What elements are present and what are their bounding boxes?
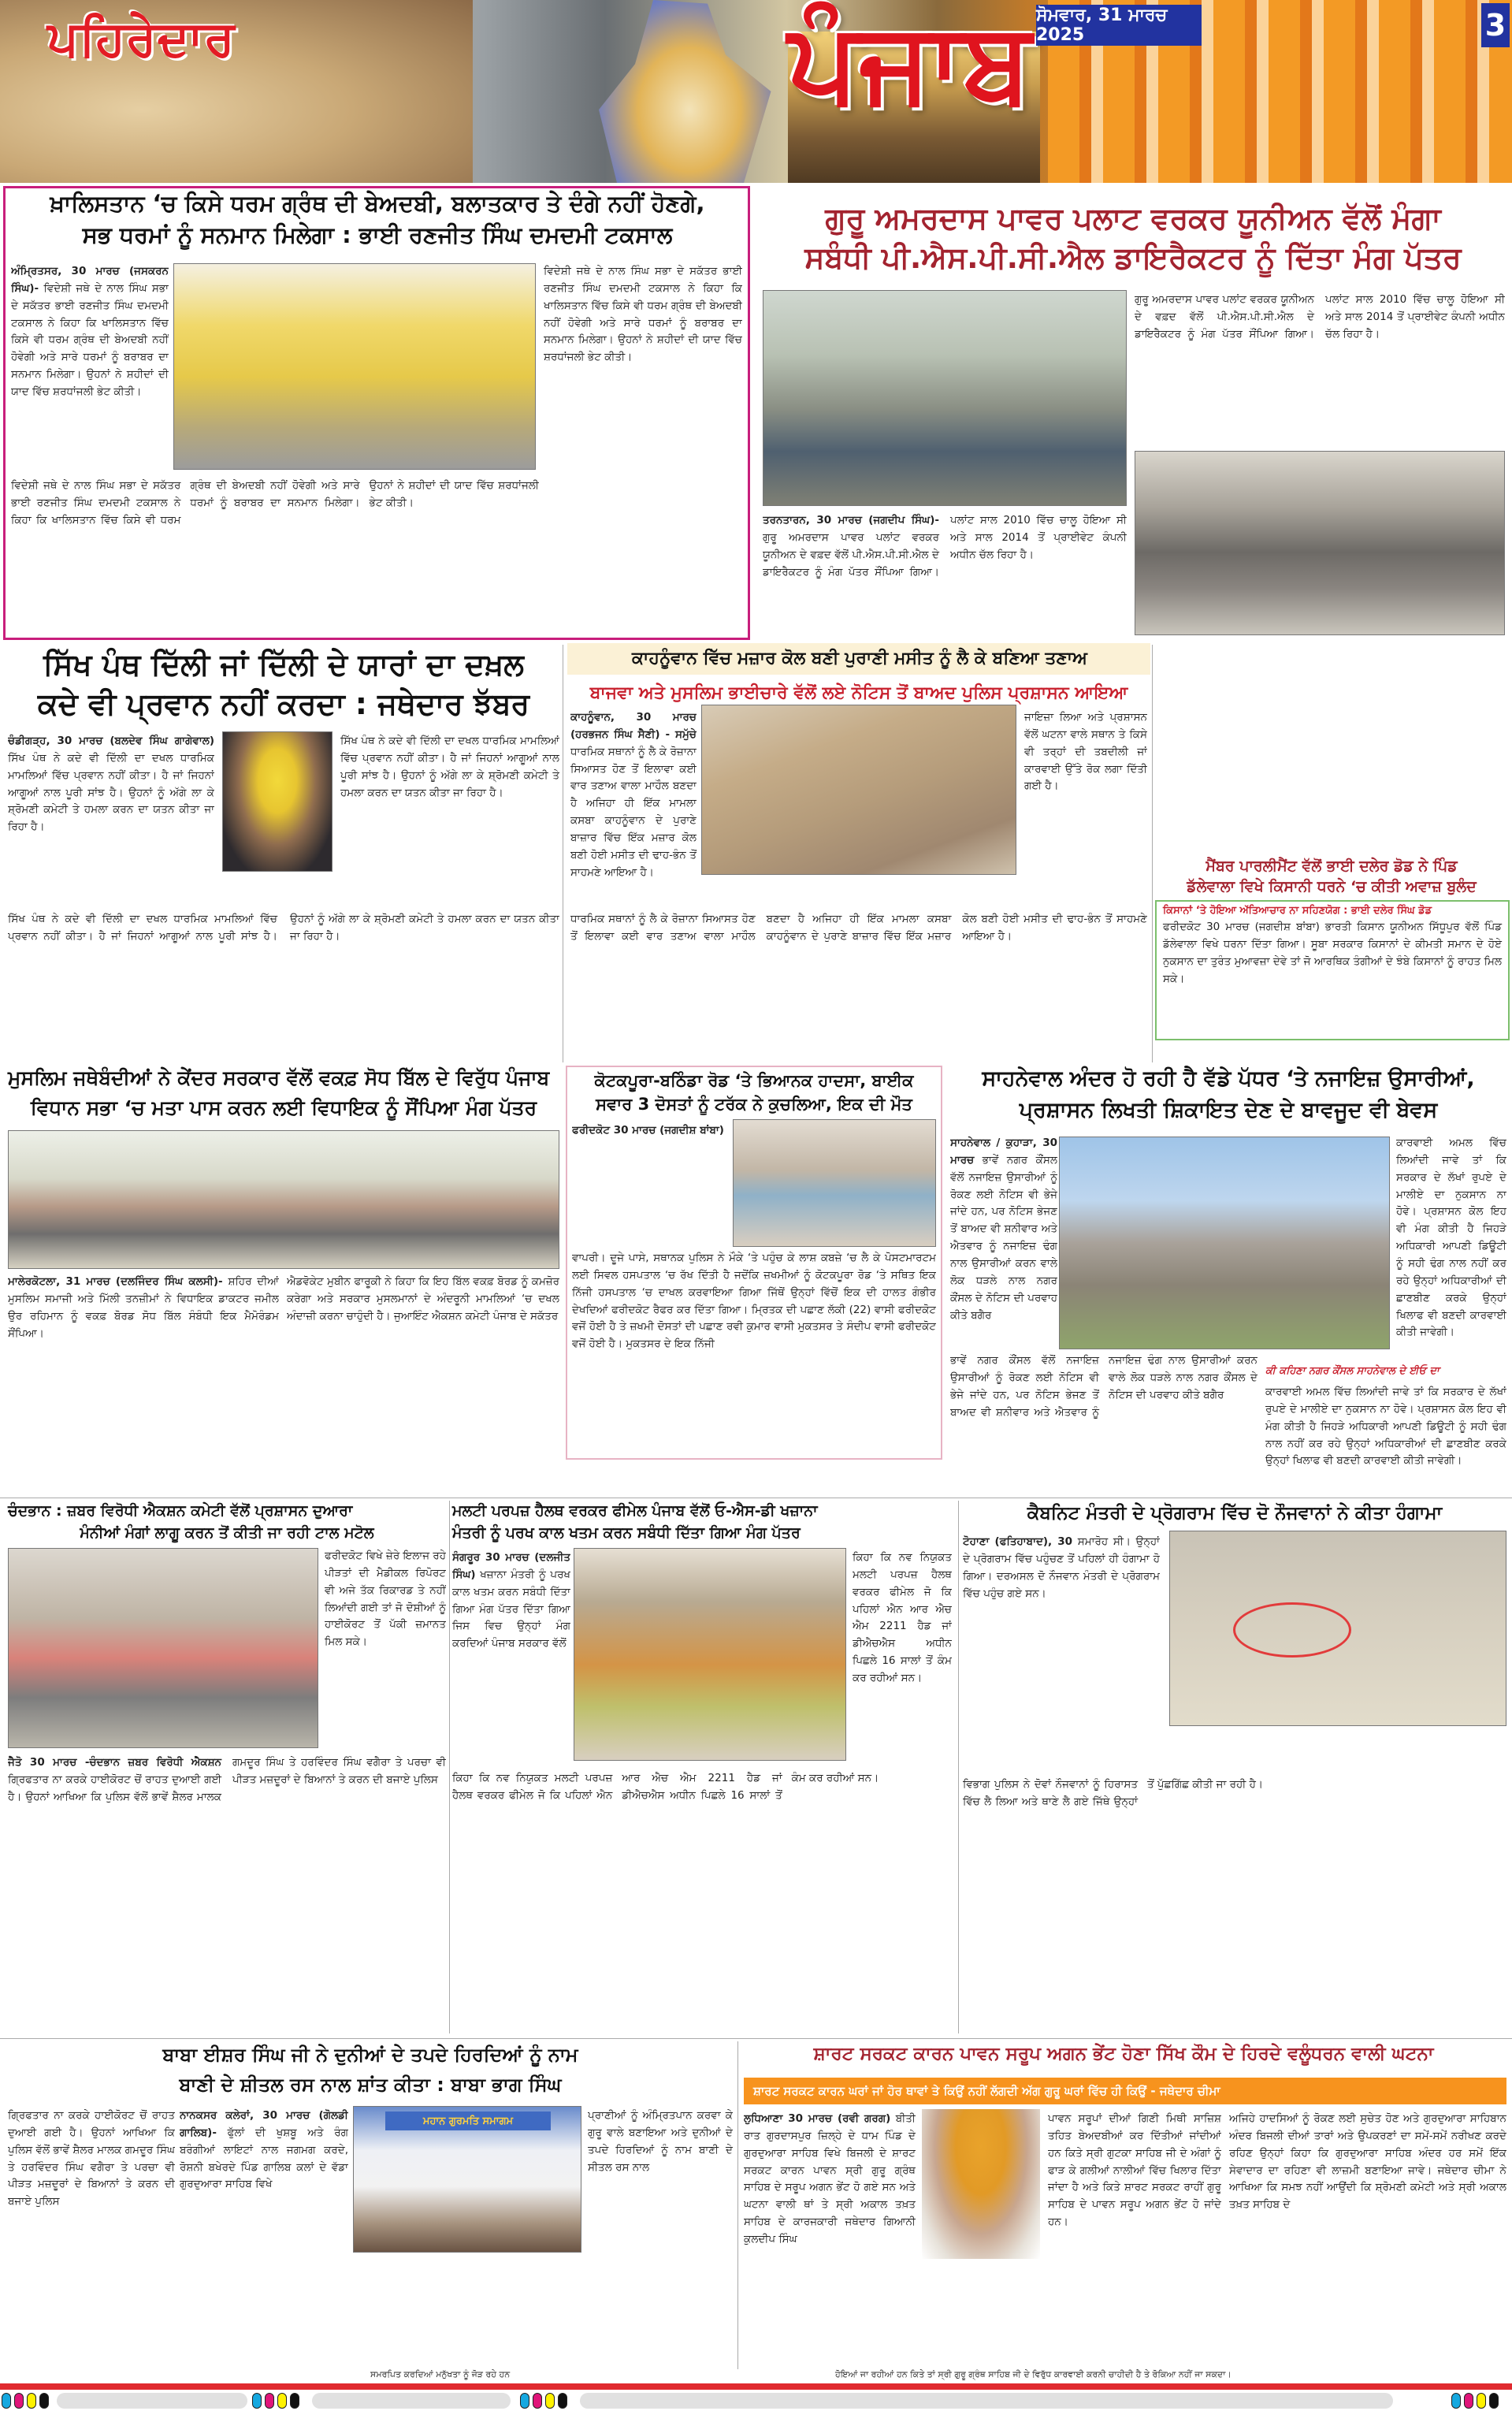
headline-chandbhan: ਚੰਦਭਾਨ : ਜ਼ਬਰ ਵਿਰੋਧੀ ਐਕਸ਼ਨ ਕਮੇਟੀ ਵੱਲੋਂ ਪ੍ਰਸ਼ਾਸਨ ਦੁਆਰਾ <box>8 1502 353 1520</box>
photo-masjid-rubble <box>701 705 1016 875</box>
footer-snippet-left: ਸਮਰਪਿਤ ਕਰਦਿਆਂ ਮਨੁੱਖਤਾ ਨੂੰ ਜੋੜ ਰਹੇ ਹਨ <box>370 2369 511 2379</box>
article-body <box>963 1534 1160 1770</box>
article-body-lower <box>763 512 1127 638</box>
dateline: ਸਾਹਨੇਵਾਲ / ਕੁਹਾੜਾ, 30 ਮਾਰਚ <box>950 1137 1057 1166</box>
article-body-lower: ਭਾਵੇਂ ਨਗਰ ਕੌਂਸਲ ਵੱਲੋਂ ਨਜਾਇਜ਼ ਉਸਾਰੀਆਂ ਨੂੰ ਰੋਕਣ ਲਈ ਨੋਟਿਸ ਵੀ ਭੇਜੇ ਜਾਂਦੇ ਹਨ, ਪਰ ਨੋਟਿਸ ਭੇਜਣ ਤੋਂ ਬਾਅਦ ਵੀ ਸ਼ਨੀਵਾਰ ਅਤੇ ਐਤਵਾਰ ਨੂੰ ਨਜਾਇਜ਼ ਢੰਗ ਨਾਲ ਉਸਾਰੀਆਂ ਕਰਨ ਵਾਲੇ ਲੋਕ ਧੜਲੇ ਨਾਲ ਨਗਰ ਕੌਂਸਲ ਦੇ ਨੋਟਿਸ ਦੀ ਪਰਵਾਹ ਕੀਤੇ ਬਗੈਰ <box>950 1354 1258 1419</box>
headline-power-plant-2: ਸਬੰਧੀ ਪੀ.ਐਸ.ਪੀ.ਸੀ.ਐਲ ਡਾਇਰੈਕਟਰ ਨੂੰ ਦਿੱਤਾ ਮੰਗ ਪੱਤਰ <box>804 240 1462 275</box>
registration-marks <box>252 2393 299 2409</box>
dateline: ਜੈਤੋ 30 ਮਾਰਚ -ਚੰਦਭਾਨ ਜ਼ਬਰ ਵਿਰੋਧੀ ਐਕਸ਼ਨ <box>8 1756 221 1769</box>
headline-short-circuit: ਸ਼ਾਰਟ ਸਰਕਟ ਕਾਰਨ ਪਾਵਨ ਸਰੂਪ ਅਗਨ ਭੇਂਟ ਹੋਣਾ ਸਿੱਖ ਕੌਮ ਦੇ ਹਿਰਦੇ ਵਲੂੰਧਰਨ ਵਾਲੀ ਘਟਨਾ <box>813 2044 1434 2064</box>
section-rule <box>0 2038 1512 2039</box>
dateline: ਕਾਹਨੂੰਵਾਨ, 30 ਮਾਰਚ (ਹਰਭਜਨ ਸਿੰਘ ਸੈਣੀ) - ਸਮੁੱਚੇ <box>570 711 697 741</box>
photo-jathedar-cheema <box>922 2109 1040 2259</box>
article-body-lower: ਧਾਰਮਿਕ ਸਥਾਨਾਂ ਨੂੰ ਲੈ ਕੇ ਰੋਜ਼ਾਨਾ ਸਿਆਸਤ ਹੋਣ ਤੋਂ ਇਲਾਵਾ ਕਈ ਵਾਰ ਤਣਾਅ ਵਾਲਾ ਮਾਹੌਲ ਬਣਦਾ ਹੈ ਅਜਿਹਾ ਹੀ ਇੱਕ ਮਾਮਲਾ ਕਸਬਾ ਕਾਹਨੂੰਵਾਨ ਦੇ ਪੁਰਾਣੇ ਬਾਜ਼ਾਰ ਵਿੱਚ ਇੱਕ ਮਜ਼ਾਰ ਕੋਲ ਬਣੀ ਹੋਈ ਮਸੀਤ ਦੀ ਢਾਹ-ਭੰਨ ਤੋਂ ਸਾਹਮਣੇ ਆਇਆ ਹੈ। <box>570 913 1147 943</box>
body-text: ਖਜ਼ਾਨਾ ਮੰਤਰੀ ਨੂੰ ਪਰਖ ਕਾਲ ਖਤਮ ਕਰਨ ਸਬੰਧੀ ਦਿੱਤਾ ਗਿਆ ਮੰਗ ਪੱਤਰ ਦਿੱਤਾ ਗਿਆ ਜਿਸ ਵਿਚ ਉਨ੍ਹਾਂ ਮੰਗ ਕਰਦਿਆਂ ਪੰਜਾਬ ਸਰਕਾਰ ਵੱਲੋਂ <box>452 1568 570 1650</box>
article-body <box>8 733 214 906</box>
article-body <box>1135 292 1505 446</box>
headline-sahnewal-2: ਪ੍ਰਸ਼ਾਸਨ ਲਿਖਤੀ ਸ਼ਿਕਾਇਤ ਦੇਣ ਦੇ ਬਾਵਜੂਦ ਵੀ ਬੇਵਸ <box>1019 1098 1438 1122</box>
article-body <box>452 1550 570 1770</box>
article-body-eo: ਕਾਰਵਾਈ ਅਮਲ ਵਿੱਚ ਲਿਆਂਦੀ ਜਾਵੇ ਤਾਂ ਕਿ ਸਰਕਾਰ ਦੇ ਲੱਖਾਂ ਰੁਪਏ ਦੇ ਮਾਲੀਏ ਦਾ ਨੁਕਸਾਨ ਨਾ ਹੋਵੇ। ਪ੍ਰਸ਼ਾਸਨ ਕੋਲ ਇਹ ਵੀ ਮੰਗ ਕੀਤੀ ਹੈ ਜਿਹੜੇ ਅਧਿਕਾਰੀ ਆਪਣੀ ਡਿਊਟੀ ਨੂੰ ਸਹੀ ਢੰਗ ਨਾਲ ਨਹੀਂ ਕਰ ਰਹੇ ਉਨ੍ਹਾਂ ਅਧਿਕਾਰੀਆਂ ਦੀ ਛਾਣਬੀਣ ਕਰਕੇ ਉਨ੍ਹਾਂ ਖਿਲਾਫ ਵੀ ਬਣਦੀ ਕਾਰਵਾਈ ਕੀਤੀ ਜਾਵੇਗੀ। <box>1265 1386 1506 1468</box>
headline-khalistan: ਖ਼ਾਲਿਸਤਾਨ ‘ਚ ਕਿਸੇ ਧਰਮ ਗ੍ਰੰਥ ਦੀ ਬੇਅਦਬੀ, ਬਲਾਤਕਾਰ ਤੇ ਦੰਗੇ ਨਹੀਂ ਹੋਣਗੇ, <box>50 190 705 217</box>
headline-accident-2: ਸਵਾਰ 3 ਦੋਸਤਾਂ ਨੂੰ ਟਰੱਕ ਨੇ ਕੁਚਲਿਆ, ਇਕ ਦੀ ਮੌਤ <box>596 1095 912 1114</box>
print-bar <box>580 2393 1393 2409</box>
photo-power-plant <box>763 290 1127 506</box>
photo-illegal-construction <box>1059 1137 1390 1349</box>
subhead-dallewal: ਕਿਸਾਨਾਂ ‘ਤੇ ਹੋਇਆ ਅੱਤਿਆਚਾਰ ਨਾ ਸਹਿਣਯੋਗ : ਭਾਈ ਦਲੇਰ ਸਿੰਘ ਡੋਡ <box>1163 905 1432 917</box>
article-body-lower <box>8 1754 446 2032</box>
article-body-side: ਪ੍ਰਾਣੀਆਂ ਨੂੰ ਅੰਮ੍ਰਿਤਪਾਨ ਕਰਵਾ ਕੇ ਗੁਰੂ ਵਾਲੇ ਬਣਾਇਆ ਅਤੇ ਦੁਨੀਆਂ ਦੇ ਤਪਦੇ ਹਿਰਦਿਆਂ ਨੂੰ ਨਾਮ ਬਾਣੀ ਦੇ ਸੀਤਲ ਰਸ ਨਾਲ <box>588 2109 733 2174</box>
column-rule <box>737 2041 738 2369</box>
headline-accident: ਕੋਟਕਪੂਰਾ-ਬਠਿੰਡਾ ਰੋਡ ‘ਤੇ ਭਿਆਨਕ ਹਾਦਸਾ, ਬਾਈਕ <box>594 1071 914 1090</box>
photo-cabinet-hungama <box>1169 1531 1506 1726</box>
punjab-map-illustration <box>599 0 780 183</box>
body-text: ਵਿਦੇਸ਼ੀ ਜਥੇ ਦੇ ਨਾਲ ਸਿੰਘ ਸਭਾ ਦੇ ਸਕੱਤਰ ਭਾਈ ਰਣਜੀਤ ਸਿੰਘ ਦਮਦਮੀ ਟਕਸਾਲ ਨੇ ਕਿਹਾ ਕਿ ਖਾਲਿਸਤਾਨ ਵਿੱਚ ਕਿਸੇ ਵੀ ਧਰਮ ਗ੍ਰੰਥ ਦੀ ਬੇਅਦਬੀ ਨਹੀਂ ਹੋਵੇਗੀ ਅਤੇ ਸਾਰੇ ਧਰਮਾਂ ਨੂੰ ਬਰਾਬਰ ਦਾ ਸਨਮਾਨ ਮਿਲੇਗਾ। ਉਹਨਾਂ ਨੇ ਸ਼ਹੀਦਾਂ ਦੀ ਯਾਦ ਵਿੱਚ ਸ਼ਰਧਾਂਜਲੀ ਭੇਟ ਕੀਤੀ। <box>11 281 169 399</box>
dateline: ਲੁਧਿਆਣਾ 30 ਮਾਰਚ (ਰਵੀ ਗਰਗ) <box>744 2112 891 2125</box>
photo-gurmat-samagam <box>353 2106 581 2253</box>
newspaper-brand: ਪਹਿਰੇਦਾਰ <box>47 9 236 67</box>
article-body-lower: ਵਾਪਰੀ। ਦੂਜੇ ਪਾਸੇ, ਸਥਾਨਕ ਪੁਲਿਸ ਨੇ ਮੌਕੇ ‘ਤੇ ਪਹੁੰਚ ਕੇ ਲਾਸ਼ ਕਬਜ਼ੇ ‘ਚ ਲੈ ਕੇ ਪੋਸਟਮਾਰਟਮ ਲਈ ਸਿਵਲ ਹਸਪਤਾਲ ‘ਚ ਰੱਖ ਦਿੱਤੀ ਹੈ ਜਦੋਂਕਿ ਜ਼ਖਮੀਆਂ ਨੂੰ ਕੋਟਕਪੂਰਾ ਰੋਡ ‘ਤੇ ਸਥਿਤ ਇਕ ਨਿੱਜੀ ਹਸਪਤਾਲ ‘ਚ ਦਾਖਲ ਕਰਵਾਇਆ ਗਿਆ ਜਿੱਥੋਂ ਉਨ੍ਹਾਂ ਵਿੱਚੋਂ ਇਕ ਦੀ ਹਾਲਤ ਗੰਭੀਰ ਦੇਖਦਿਆਂ ਫਰੀਦਕੋਟ ਰੈਫਰ ਕਰ ਦਿੱਤਾ ਗਿਆ। ਮ੍ਰਿਤਕ ਦੀ ਪਛਾਣ ਲੱਕੀ (22) ਵਾਸੀ ਫਰੀਦਕੋਟ ਵਜੋਂ ਹੋਈ ਹੈ ਤੇ ਜ਼ਖਮੀ ਦੋਸਤਾਂ ਦੀ ਪਛਾਣ ਰਵੀ ਕੁਮਾਰ ਵਾਸੀ ਮੁਕਤਸਰ ਤੇ ਸੰਦੀਪ ਵਾਸੀ ਫਰੀਦਕੋਟ ਵਜੋਂ ਹੋਈ ਹੈ। ਮੁਕਤਸਰ ਦੇ ਇਕ ਨਿੱਜੀ <box>572 1252 936 1351</box>
column-rule <box>958 1501 959 2033</box>
dateline: ਸੰਗਰੂਰ 30 ਮਾਰਚ (ਦਲਜੀਤ ਸਿੰਘ) <box>452 1551 570 1581</box>
headline-sahnewal: ਸਾਹਨੇਵਾਲ ਅੰਦਰ ਹੋ ਰਹੀ ਹੈ ਵੱਡੇ ਪੱਧਰ ‘ਤੇ ਨਜਾਇਜ਼ ਉਸਾਰੀਆਂ, <box>982 1066 1475 1091</box>
headline-sikh-panth: ਸਿੱਖ ਪੰਥ ਦਿੱਲੀ ਜਾਂ ਦਿੱਲੀ ਦੇ ਯਾਰਾਂ ਦਾ ਦਖ਼ਲ <box>43 647 524 682</box>
registration-marks <box>2 2393 49 2409</box>
headline-health-worker: ਮਲਟੀ ਪਰਪਜ਼ ਹੈਲਥ ਵਰਕਰ ਫੀਮੇਲ ਪੰਜਾਬ ਵੱਲੋਂ ਓ-ਐਸ-ਡੀ ਖਜ਼ਾਨਾ <box>452 1502 818 1520</box>
dateline: ਮਾਲੇਰਕੋਟਲਾ, 31 ਮਾਰਚ (ਦਲਜਿੰਦਰ ਸਿੰਘ ਕਲਸੀ)- <box>8 1275 223 1288</box>
headline-sikh-panth-2: ਕਦੇ ਵੀ ਪ੍ਰਵਾਨ ਨਹੀਂ ਕਰਦਾ : ਜਥੇਦਾਰ ਝੱਬਰ <box>37 686 530 721</box>
article-body <box>572 1122 726 1248</box>
article-body <box>8 1274 279 1463</box>
article-body-continued: ਕਾਰਵਾਈ ਅਮਲ ਵਿੱਚ ਲਿਆਂਦੀ ਜਾਵੇ ਤਾਂ ਕਿ ਸਰਕਾਰ ਦੇ ਲੱਖਾਂ ਰੁਪਏ ਦੇ ਮਾਲੀਏ ਦਾ ਨੁਕਸਾਨ ਨਾ ਹੋਵੇ। ਪ੍ਰਸ਼ਾਸਨ ਕੋਲ ਇਹ ਵੀ ਮੰਗ ਕੀਤੀ ਹੈ ਜਿਹੜੇ ਅਧਿਕਾਰੀ ਆਪਣੀ ਡਿਊਟੀ ਨੂੰ ਸਹੀ ਢੰਗ ਨਾਲ ਨਹੀਂ ਕਰ ਰਹੇ ਉਨ੍ਹਾਂ ਅਧਿਕਾਰੀਆਂ ਦੀ ਛਾਣਬੀਣ ਕਰਕੇ ਉਨ੍ਹਾਂ ਖਿਲਾਫ ਵੀ ਬਣਦੀ ਕਾਰਵਾਈ ਕੀਤੀ ਜਾਵੇਗੀ। <box>1396 1137 1506 1339</box>
footer-snippet-right: ਹੋਇਆਂ ਜਾ ਰਹੀਆਂ ਹਨ ਕਿਤੇ ਤਾਂ ਸ੍ਰੀ ਗੁਰੂ ਗ੍ਰੰਥ ਸਾਹਿਬ ਜੀ ਦੇ ਵਿਰੁੱਧ ਕਾਰਵਾਈ ਕਰਨੀ ਚਾਹੀਦੀ ਹੈ ਤੇ ਰੋਕਿਆ ਨਹੀਂ ਜਾ ਸਕਦਾ। <box>835 2369 1232 2379</box>
highlight-circle <box>1233 1602 1351 1658</box>
body-text: ਗੁਰੂ ਅਮਰਦਾਸ ਪਾਵਰ ਪਲਾਂਟ ਵਰਕਰ ਯੂਨੀਅਨ ਦੇ ਵਫ਼ਦ ਵੱਲੋਂ ਪੀ.ਐਸ.ਪੀ.ਸੀ.ਐਲ ਦੇ ਡਾਇਰੈਕਟਰ ਨੂੰ ਮੰਗ ਪੱਤਰ ਸੌਂਪਿਆ ਗਿਆ। ਪਲਾਂਟ ਸਾਲ 2010 ਵਿੱਚ ਚਾਲੂ ਹੋਇਆ ਸੀ ਅਤੇ ਸਾਲ 2014 ਤੋਂ ਪ੍ਰਾਈਵੇਟ ਕੰਪਨੀ ਅਧੀਨ ਚੱਲ ਰਿਹਾ ਹੈ। <box>1135 293 1505 340</box>
print-bar <box>312 2393 511 2409</box>
subhead-sahnewal: ਕੀ ਕਹਿਣਾ ਨਗਰ ਕੌਂਸਲ ਸਾਹਨੇਵਾਲ ਦੇ ਈਓ ਦਾ <box>1265 1365 1440 1377</box>
photo-jathedar-jhabbar <box>222 731 332 872</box>
article-body-continued: ਕਿਹਾ ਕਿ ਨਵ ਨਿਯੁਕਤ ਮਲਟੀ ਪਰਪਜ਼ ਹੈਲਥ ਵਰਕਰ ਫੀਮੇਲ ਜੋ ਕਿ ਪਹਿਲਾਂ ਐਨ ਆਰ ਐਚ ਐਮ 2211 ਹੈਡ ਜਾਂ ਡੀਐਚਐਸ ਅਧੀਨ ਪਿਛਲੇ 16 ਸਾਲਾਂ ਤੋਂ ਕੰਮ ਕਰ ਰਹੀਆਂ ਸਨ। <box>853 1551 952 1685</box>
article-body: ਫਰੀਦਕੋਟ ਵਿਖੇ ਜ਼ੇਰੇ ਇਲਾਜ ਰਹੇ ਪੀੜਤਾਂ ਦੀ ਮੈਡੀਕਲ ਰਿਪੋਰਟ ਵੀ ਅਜੇ ਤੱਕ ਰਿਕਾਰਡ ਤੇ ਨਹੀਂ ਲਿਆਂਦੀ ਗਈ ਤਾਂ ਜੋ ਦੋਸ਼ੀਆਂ ਨੂੰ ਹਾਈਕੋਰਟ ਤੋਂ ਪੱਕੀ ਜ਼ਮਾਨਤ ਮਿਲ ਸਕੇ। <box>325 1550 446 1649</box>
kicker-masjid: ਕਾਹਨੂੰਵਾਨ ਵਿੱਚ ਮਜ਼ਾਰ ਕੋਲ ਬਣੀ ਪੁਰਾਣੀ ਮਸੀਤ ਨੂੰ ਲੈ ਕੇ ਬਣਿਆ ਤਣਾਅ <box>632 649 1087 668</box>
body-text: ਗੁਰੂ ਅਮਰਦਾਸ ਪਾਵਰ ਪਲਾਂਟ ਵਰਕਰ ਯੂਨੀਅਨ ਦੇ ਵਫ਼ਦ ਵੱਲੋਂ ਪੀ.ਐਸ.ਪੀ.ਸੀ.ਐਲ ਦੇ ਡਾਇਰੈਕਟਰ ਨੂੰ ਮੰਗ ਪੱਤਰ ਸੌਂਪਿਆ ਗਿਆ। ਪਲਾਂਟ ਸਾਲ 2010 ਵਿੱਚ ਚਾਲੂ ਹੋਇਆ ਸੀ ਅਤੇ ਸਾਲ 2014 ਤੋਂ ਪ੍ਰਾਈਵੇਟ ਕੰਪਨੀ ਅਧੀਨ ਚੱਲ ਰਿਹਾ ਹੈ। <box>763 514 1127 579</box>
photo-khalistan <box>173 263 536 470</box>
dateline: ਫਰੀਦਕੋਟ 30 ਮਾਰਚ (ਜਗਦੀਸ਼ ਬਾਂਬਾ) <box>572 1124 724 1137</box>
headline-health-worker-2: ਮੰਤਰੀ ਨੂੰ ਪਰਖ ਕਾਲ ਖਤਮ ਕਰਨ ਸਬੰਧੀ ਦਿੱਤਾ ਗਿਆ ਮੰਗ ਪੱਤਰ <box>452 1524 801 1542</box>
body-text: ਗ੍ਰਿਫਤਾਰ ਨਾ ਕਰਕੇ ਹਾਈਕੋਰਟ ਚੋਂ ਰਾਹਤ ਦੁਆਈ ਗਈ ਹੈ। ਉਹਨਾਂ ਆਖਿਆ ਕਿ ਪੁਲਿਸ ਵੱਲੋਂ ਭਾਵੇਂ ਸ਼ੈਲਰ ਮਾਲਕ ਗਮਦੂਰ ਸਿੰਘ ਤੇ ਹਰਵਿੰਦਰ ਸਿੰਘ ਵਗੈਰਾ ਤੇ ਪਰਚਾ ਵੀ ਪੀੜਤ ਮਜ਼ਦੂਰਾਂ ਦੇ ਬਿਆਨਾਂ ਤੇ ਕਰਨ ਦੀ ਬਜਾਏ ਪੁਲਿਸ <box>8 1756 446 1803</box>
dateline: ਚੰਡੀਗੜ੍ਹ, 30 ਮਾਰਚ (ਬਲਦੇਵ ਸਿੰਘ ਗਾਗੇਵਾਲ) <box>8 735 214 747</box>
headline-dallewal: ਮੈਂਬਰ ਪਾਰਲੀਮੈਂਟ ਵੱਲੋਂ ਭਾਈ ਦਲੇਰ ਡੋਡ ਨੇ ਪਿੰਡ <box>1206 858 1458 875</box>
dateline: ਅੰਮ੍ਰਿਤਸਰ, 30 ਮਾਰਚ (ਜਸਕਰਨ ਸਿੰਘ)- <box>11 265 169 295</box>
headline-waqf-2: ਵਿਧਾਨ ਸਭਾ ‘ਚ ਮਤਾ ਪਾਸ ਕਰਨ ਲਈ ਵਿਧਾਇਕ ਨੂੰ ਸੌਂਪਿਆ ਮੰਗ ਪੱਤਰ <box>30 1096 537 1119</box>
column-rule <box>449 1501 450 2033</box>
print-bar <box>57 2393 247 2409</box>
body-text: ਸਿੱਖ ਪੰਥ ਨੇ ਕਦੇ ਵੀ ਦਿੱਲੀ ਦਾ ਦਖਲ ਧਾਰਮਿਕ ਮਾਮਲਿਆਂ ਵਿੱਚ ਪ੍ਰਵਾਨ ਨਹੀਂ ਕੀਤਾ। ਹੈ ਜਾਂ ਜਿਹਨਾਂ ਆਗੂਆਂ ਨਾਲ ਪੂਰੀ ਸਾਂਝ ਹੈ। ਉਹਨਾਂ ਨੂੰ ਅੱਗੇ ਲਾ ਕੇ ਸ਼੍ਰੋਮਣੀ ਕਮੇਟੀ ਤੇ ਹਮਲਾ ਕਰਨ ਦਾ ਯਤਨ ਕੀਤਾ ਜਾ ਰਿਹਾ ਹੈ। <box>8 751 214 834</box>
strip-short-circuit: ਸ਼ਾਰਟ ਸਰਕਟ ਕਾਰਨ ਘਰਾਂ ਜਾਂ ਹੋਰ ਥਾਵਾਂ ਤੇ ਕਿਉਂ ਨਹੀਂ ਲੱਗਦੀ ਅੱਗ ਗੁਰੂ ਘਰਾਂ ਵਿੱਚ ਹੀ ਕਿਉਂ - ਜਥੇਦਾਰ ਚੀਮਾ <box>744 2078 1506 2104</box>
headline-power-plant: ਗੁਰੂ ਅਮਰਦਾਸ ਪਾਵਰ ਪਲਾਟ ਵਰਕਰ ਯੂਨੀਅਨ ਵੱਲੋਂ ਮੰਗਾ <box>825 201 1441 236</box>
masthead <box>0 0 1512 183</box>
dateline: ਟੋਹਾਣਾ (ਫਤਿਹਾਬਾਦ), 30 <box>963 1535 1073 1548</box>
article-body-lower: ਸਿੱਖ ਪੰਥ ਨੇ ਕਦੇ ਵੀ ਦਿੱਲੀ ਦਾ ਦਖਲ ਧਾਰਮਿਕ ਮਾਮਲਿਆਂ ਵਿੱਚ ਪ੍ਰਵਾਨ ਨਹੀਂ ਕੀਤਾ। ਹੈ ਜਾਂ ਜਿਹਨਾਂ ਆਗੂਆਂ ਨਾਲ ਪੂਰੀ ਸਾਂਝ ਹੈ। ਉਹਨਾਂ ਨੂੰ ਅੱਗੇ ਲਾ ਕੇ ਸ਼੍ਰੋਮਣੀ ਕਮੇਟੀ ਤੇ ਹਮਲਾ ਕਰਨ ਦਾ ਯਤਨ ਕੀਤਾ ਜਾ ਰਿਹਾ ਹੈ। <box>8 913 559 943</box>
photo-waqf-memorandum <box>8 1130 559 1269</box>
article-body <box>11 263 169 476</box>
headline-dallewal-2: ਡੱਲੇਵਾਲਾ ਵਿਖੇ ਕਿਸਾਨੀ ਧਰਨੇ ‘ਚ ਕੀਤੀ ਅਵਾਜ਼ ਬੁਲੰਦ <box>1187 878 1477 895</box>
headline-baba-isher-2: ਬਾਣੀ ਦੇ ਸ਼ੀਤਲ ਰਸ ਨਾਲ ਸ਼ਾਂਤ ਕੀਤਾ : ਬਾਬਾ ਭਾਗ ਸਿੰਘ <box>179 2074 562 2096</box>
headline-cabinet: ਕੈਬਨਿਟ ਮੰਤਰੀ ਦੇ ਪ੍ਰੋਗਰਾਮ ਵਿੱਚ ਦੋ ਨੌਜਵਾਨਾਂ ਨੇ ਕੀਤਾ ਹੰਗਾਮਾ <box>1027 1503 1443 1524</box>
article-body-side: ਅਜਿਹੇ ਹਾਦਸਿਆਂ ਨੂੰ ਰੋਕਣ ਲਈ ਸੁਚੇਤ ਹੋਣ ਅਤੇ ਗੁਰਦੁਆਰਾ ਸਾਹਿਬਾਨ ਅੰਦਰ ਬਿਜਲੀ ਦੀਆਂ ਤਾਰਾਂ ਅਤੇ ਉਪਕਰਣਾਂ ਦਾ ਸਮੇਂ-ਸਮੇਂ ਨਰੀਖਣ ਕਰਦੇ ਰਹਿਣ ਉਨ੍ਹਾਂ ਕਿਹਾ ਕਿ ਗੁਰਦੁਆਰਾ ਸਾਹਿਬ ਅੰਦਰ ਹਰ ਸਮੇਂ ਇੱਕ ਸੇਵਾਦਾਰ ਦਾ ਰਹਿਣਾ ਵੀ ਲਾਜ਼ਮੀ ਬਣਾਇਆ ਜਾਵੇ। ਜਥੇਦਾਰ ਚੀਮਾ ਨੇ ਆਖਿਆ ਕਿ ਸਮਝ ਨਹੀਂ ਆਉਂਦੀ ਕਿ ਸ਼੍ਰੋਮਣੀ ਕਮੇਟੀ ਅਤੇ ਸ੍ਰੀ ਅਕਾਲ ਤਖ਼ਤ ਸਾਹਿਬ ਦੇ <box>1229 2112 1506 2212</box>
dateline: ਨਾਨਕਸਰ ਕਲੇਰਾਂ, 30 ਮਾਰਚ (ਗੋਲਡੀ ਗਾਲਿਬ)- <box>180 2109 348 2139</box>
article-body <box>570 709 697 906</box>
article-body: ਗ੍ਰਿਫਤਾਰ ਨਾ ਕਰਕੇ ਹਾਈਕੋਰਟ ਚੋਂ ਰਾਹਤ ਦੁਆਈ ਗਈ ਹੈ। ਉਹਨਾਂ ਆਖਿਆ ਕਿ ਪੁਲਿਸ ਵੱਲੋਂ ਭਾਵੇਂ ਸ਼ੈਲਰ ਮਾਲਕ ਗਮਦੂਰ ਸਿੰਘ ਤੇ ਹਰਵਿੰਦਰ ਸਿੰਘ ਵਗੈਰਾ ਤੇ ਪਰਚਾ ਵੀ ਪੀੜਤ ਮਜ਼ਦੂਰਾਂ ਦੇ ਬਿਆਨਾਂ ਤੇ ਕਰਨ ਦੀ ਬਜਾਏ ਪੁਲਿਸ <box>8 2109 175 2208</box>
article-body-continued: ਪਾਵਨ ਸਰੂਪਾਂ ਦੀਆਂ ਗਿਣੀ ਮਿਥੀ ਸਾਜ਼ਿਸ਼ ਤਹਿਤ ਬੇਅਦਬੀਆਂ ਕਰ ਦਿੱਤੀਆਂ ਜਾਂਦੀਆਂ ਹਨ ਕਿਤੇ ਸ੍ਰੀ ਗੁਟਕਾ ਸਾਹਿਬ ਜੀ ਦੇ ਅੰਗਾਂ ਨੂੰ ਫਾੜ ਕੇ ਗਲੀਆਂ ਨਾਲੀਆਂ ਵਿੱਚ ਖਿਲਾਰ ਦਿੱਤਾ ਜਾਂਦਾ ਹੈ ਅਤੇ ਕਿਤੇ ਸ਼ਾਰਟ ਸਰਕਟ ਰਾਹੀਂ ਗੁਰੂ ਸਾਹਿਬ ਦੇ ਪਾਵਨ ਸਰੂਪ ਅਗਨ ਭੇਂਟ ਹੋ ਜਾਂਦੇ ਹਨ। <box>1048 2112 1221 2229</box>
body-text: ਫੁੱਲਾਂ ਦੀ ਖੁਸ਼ਬੂ ਅਤੇ ਰੰਗ ਬਰੰਗੀਆਂ ਲਾਇਟਾਂ ਨਾਲ ਜਗਮਗ ਕਰਦੇ, ਰੋਸ਼ਨੀ ਬਖੇਰਦੇ ਪਿੰਡ ਗਾਲਿਬ ਕਲਾਂ ਦੇ ਵੱਡਾ ਗੁਰਦੁਆਰਾ ਸਾਹਿਬ ਵਿਖੇ <box>180 2126 348 2191</box>
article-body-continued: ਜਾਇਜ਼ਾ ਲਿਆ ਅਤੇ ਪ੍ਰਸ਼ਾਸਨ ਵੱਲੋਂ ਘਟਨਾ ਵਾਲੇ ਸਥਾਨ ਤੇ ਕਿਸੇ ਵੀ ਤਰ੍ਹਾਂ ਦੀ ਤਬਦੀਲੀ ਜਾਂ ਕਾਰਵਾਈ ਉੱਤੇ ਰੋਕ ਲਗਾ ਦਿੱਤੀ ਗਈ ਹੈ। <box>1024 711 1147 793</box>
article-body-lower: ਕਿਹਾ ਕਿ ਨਵ ਨਿਯੁਕਤ ਮਲਟੀ ਪਰਪਜ਼ ਹੈਲਥ ਵਰਕਰ ਫੀਮੇਲ ਜੋ ਕਿ ਪਹਿਲਾਂ ਐਨ ਆਰ ਐਚ ਐਮ 2211 ਹੈਡ ਜਾਂ ਡੀਐਚਐਸ ਅਧੀਨ ਪਿਛਲੇ 16 ਸਾਲਾਂ ਤੋਂ ਕੰਮ ਕਰ ਰਹੀਆਂ ਸਨ। <box>452 1772 879 1802</box>
issue-date: ਸੋਮਵਾਰ, 31 ਮਾਰਚ 2025 <box>1036 5 1202 46</box>
footer-rule <box>0 2383 1512 2390</box>
article-body-continued: ਸਿੱਖ ਪੰਥ ਨੇ ਕਦੇ ਵੀ ਦਿੱਲੀ ਦਾ ਦਖਲ ਧਾਰਮਿਕ ਮਾਮਲਿਆਂ ਵਿੱਚ ਪ੍ਰਵਾਨ ਨਹੀਂ ਕੀਤਾ। ਹੈ ਜਾਂ ਜਿਹਨਾਂ ਆਗੂਆਂ ਨਾਲ ਪੂਰੀ ਸਾਂਝ ਹੈ। ਉਹਨਾਂ ਨੂੰ ਅੱਗੇ ਲਾ ਕੇ ਸ਼੍ਰੋਮਣੀ ਕਮੇਟੀ ਤੇ ਹਮਲਾ ਕਰਨ ਦਾ ਯਤਨ ਕੀਤਾ ਜਾ ਰਿਹਾ ਹੈ। <box>340 735 559 799</box>
article-body-lower: ਵਿਭਾਗ ਪੁਲਿਸ ਨੇ ਦੋਵਾਂ ਨੌਜਵਾਨਾਂ ਨੂੰ ਹਿਰਾਸਤ ਵਿੱਚ ਲੈ ਲਿਆ ਅਤੇ ਥਾਣੇ ਲੈ ਗਏ ਜਿੱਥੇ ਉਨ੍ਹਾਂ ਤੋਂ ਪੁੱਛਗਿੱਛ ਕੀਤੀ ਜਾ ਰਹੀ ਹੈ। <box>963 1778 1264 1808</box>
photo-health-worker <box>574 1548 846 1761</box>
article-body <box>744 2111 916 2368</box>
photo-dallewal-dharna <box>1135 451 1505 635</box>
body-text: ਸਮਾਰੋਹ ਸੀ। ਉਨ੍ਹਾਂ ਦੇ ਪ੍ਰੋਗਰਾਮ ਵਿੱਚ ਪਹੁੰਚਣ ਤੋਂ ਪਹਿਲਾਂ ਹੀ ਹੰਗਾਮਾ ਹੋ ਗਿਆ। ਦਰਅਸਲ ਦੋ ਨੌਜਵਾਨ ਮੰਤਰੀ ਦੇ ਪ੍ਰੋਗਰਾਮ ਵਿੱਚ ਪਹੁੰਚ ਗਏ ਸਨ। <box>963 1535 1160 1600</box>
registration-marks <box>520 2393 567 2409</box>
headline-khalistan-2: ਸਭ ਧਰਮਾਂ ਨੂੰ ਸਨਮਾਨ ਮਿਲੇਗਾ : ਭਾਈ ਰਣਜੀਤ ਸਿੰਘ ਦਮਦਮੀ ਟਕਸਾਲ <box>82 221 673 248</box>
page-number: 3 <box>1481 3 1510 47</box>
article-body-continued: ਐਡਵੋਕੇਟ ਮੁਬੀਨ ਫਾਰੂਕੀ ਨੇ ਕਿਹਾ ਕਿ ਇਹ ਬਿੱਲ ਵਕਫ਼ ਬੋਰਡ ਨੂੰ ਕਮਜ਼ੋਰ ਕਰੇਗਾ ਅਤੇ ਸਰਕਾਰ ਮੁਸਲਮਾਨਾਂ ਦੇ ਅੰਦਰੂਨੀ ਮਾਮਲਿਆਂ ‘ਚ ਦਖਲ ਅੰਦਾਜ਼ੀ ਕਰਨਾ ਚਾਹੁੰਦੀ ਹੈ। ਜੁਆਇੰਟ ਐਕਸ਼ਨ ਕਮੇਟੀ ਪੰਜਾਬ ਦੇ ਸਕੱਤਰ <box>287 1275 559 1323</box>
body-text: ਭਾਵੇਂ ਨਗਰ ਕੌਂਸਲ ਵੱਲੋਂ ਨਜਾਇਜ਼ ਉਸਾਰੀਆਂ ਨੂੰ ਰੋਕਣ ਲਈ ਨੋਟਿਸ ਵੀ ਭੇਜੇ ਜਾਂਦੇ ਹਨ, ਪਰ ਨੋਟਿਸ ਭੇਜਣ ਤੋਂ ਬਾਅਦ ਵੀ ਸ਼ਨੀਵਾਰ ਅਤੇ ਐਤਵਾਰ ਨੂੰ ਨਜਾਇਜ਼ ਢੰਗ ਨਾਲ ਉਸਾਰੀਆਂ ਕਰਨ ਵਾਲੇ ਲੋਕ ਧੜਲੇ ਨਾਲ ਨਗਰ ਕੌਂਸਲ ਦੇ ਨੋਟਿਸ ਦੀ ਪਰਵਾਹ ਕੀਤੇ ਬਗੈਰ <box>950 1153 1057 1322</box>
article-body: ਫਰੀਦਕੋਟ 30 ਮਾਰਚ (ਜਗਦੀਸ਼ ਬਾਂਬਾ) ਭਾਰਤੀ ਕਿਸਾਨ ਯੂਨੀਅਨ ਸਿੱਧੂਪੁਰ ਵੱਲੋਂ ਪਿੰਡ ਡੱਲੇਵਾਲਾ ਵਿਖੇ ਧਰਨਾ ਦਿੱਤਾ ਗਿਆ। ਸੂਬਾ ਸਰਕਾਰ ਕਿਸਾਨਾਂ ਦੇ ਕੀਮਤੀ ਸਮਾਨ ਦੇ ਹੋਏ ਨੁਕਸਾਨ ਦਾ ਤੁਰੰਤ ਮੁਆਵਜ਼ਾ ਦੇਵੇ ਤਾਂ ਜੋ ਆਰਥਿਕ ਤੰਗੀਆਂ ਦੇ ਝੰਬੇ ਕਿਸਾਨਾਂ ਨੂੰ ਰਾਹਤ ਮਿਲ ਸਕੇ। <box>1163 921 1502 985</box>
headline-baba-isher: ਬਾਬਾ ਈਸ਼ਰ ਸਿੰਘ ਜੀ ਨੇ ਦੁਨੀਆਂ ਦੇ ਤਪਦੇ ਹਿਰਦਿਆਂ ਨੂੰ ਨਾਮ <box>162 2044 578 2066</box>
samagam-banner: ਮਹਾਨ ਗੁਰਮਤਿ ਸਮਾਗਮ <box>385 2111 551 2130</box>
article-body-continued <box>180 2108 348 2368</box>
headline-chandbhan-2: ਮੰਨੀਆਂ ਮੰਗਾਂ ਲਾਗੂ ਕਰਨ ਤੋਂ ਕੀਤੀ ਜਾ ਰਹੀ ਟਾਲ ਮਟੋਲ <box>80 1524 374 1542</box>
dateline: ਤਰਨਤਾਰਨ, 30 ਮਾਰਚ (ਜਗਦੀਪ ਸਿੰਘ)- <box>763 514 939 526</box>
article-body <box>950 1135 1057 1348</box>
column-rule <box>1152 645 1153 1062</box>
article-body-continued: ਵਿਦੇਸ਼ੀ ਜਥੇ ਦੇ ਨਾਲ ਸਿੰਘ ਸਭਾ ਦੇ ਸਕੱਤਰ ਭਾਈ ਰਣਜੀਤ ਸਿੰਘ ਦਮਦਮੀ ਟਕਸਾਲ ਨੇ ਕਿਹਾ ਕਿ ਖਾਲਿਸਤਾਨ ਵਿੱਚ ਕਿਸੇ ਵੀ ਧਰਮ ਗ੍ਰੰਥ ਦੀ ਬੇਅਦਬੀ ਨਹੀਂ ਹੋਵੇਗੀ ਅਤੇ ਸਾਰੇ ਧਰਮਾਂ ਨੂੰ ਬਰਾਬਰ ਦਾ ਸਨਮਾਨ ਮਿਲੇਗਾ। ਉਹਨਾਂ ਨੇ ਸ਼ਹੀਦਾਂ ਦੀ ਯਾਦ ਵਿੱਚ ਸ਼ਰਧਾਂਜਲੀ ਭੇਟ ਕੀਤੀ। <box>544 265 742 364</box>
body-text: ਸ਼ਹਿਰ ਦੀਆਂ ਮੁਸਲਿਮ ਸਮਾਜੀ ਅਤੇ ਮਿੱਲੀ ਤਨਜ਼ੀਮਾਂ ਨੇ ਵਿਧਾਇਕ ਡਾਕਟਰ ਜਮੀਲ ਉਰ ਰਹਿਮਾਨ ਨੂੰ ਵਕਫ਼ ਬੋਰਡ ਸੋਧ ਬਿੱਲ ਸੰਬੰਧੀ ਇਕ ਮੈਮੋਰੰਡਮ ਸੌਂਪਿਆ। <box>8 1275 279 1340</box>
body-text: ਬੀਤੀ ਰਾਤ ਗੁਰਦਾਸਪੁਰ ਜ਼ਿਲ੍ਹੇ ਦੇ ਧਾਮ ਪਿੰਡ ਦੇ ਗੁਰਦੁਆਰਾ ਸਾਹਿਬ ਵਿਖੇ ਬਿਜਲੀ ਦੇ ਸ਼ਾਰਟ ਸਰਕਟ ਕਾਰਨ ਪਾਵਨ ਸ੍ਰੀ ਗੁਰੂ ਗ੍ਰੰਥ ਸਾਹਿਬ ਦੇ ਸਰੂਪ ਅਗਨ ਭੇਂਟ ਹੋ ਗਏ ਸਨ ਅਤੇ ਘਟਨਾ ਵਾਲੀ ਥਾਂ ਤੇ ਸ੍ਰੀ ਅਕਾਲ ਤਖ਼ਤ ਸਾਹਿਬ ਦੇ ਕਾਰਜਕਾਰੀ ਜਥੇਦਾਰ ਗਿਆਨੀ ਕੁਲਦੀਪ ਸਿੰਘ <box>744 2112 916 2246</box>
headline-waqf: ਮੁਸਲਿਮ ਜਥੇਬੰਦੀਆਂ ਨੇ ਕੇਂਦਰ ਸਰਕਾਰ ਵੱਲੋਂ ਵਕਫ਼ ਸੋਧ ਬਿੱਲ ਦੇ ਵਿਰੁੱਧ ਪੰਜਾਬ <box>8 1066 550 1089</box>
photo-accident-hospital <box>733 1119 936 1247</box>
headline-masjid: ਬਾਜਵਾ ਅਤੇ ਮੁਸਲਿਮ ਭਾਈਚਾਰੇ ਵੱਲੋਂ ਲਏ ਨੋਟਿਸ ਤੋਂ ਬਾਅਦ ਪੁਲਿਸ ਪ੍ਰਸ਼ਾਸਨ ਆਇਆ <box>589 683 1128 703</box>
body-text: ਧਾਰਮਿਕ ਸਥਾਨਾਂ ਨੂੰ ਲੈ ਕੇ ਰੋਜ਼ਾਨਾ ਸਿਆਸਤ ਹੋਣ ਤੋਂ ਇਲਾਵਾ ਕਈ ਵਾਰ ਤਣਾਅ ਵਾਲਾ ਮਾਹੌਲ ਬਣਦਾ ਹੈ ਅਜਿਹਾ ਹੀ ਇੱਕ ਮਾਮਲਾ ਕਸਬਾ ਕਾਹਨੂੰਵਾਨ ਦੇ ਪੁਰਾਣੇ ਬਾਜ਼ਾਰ ਵਿੱਚ ਇੱਕ ਮਜ਼ਾਰ ਕੋਲ ਬਣੀ ਹੋਈ ਮਸੀਤ ਦੀ ਢਾਹ-ਭੰਨ ਤੋਂ ਸਾਹਮਣੇ ਆਇਆ ਹੈ। <box>570 745 697 879</box>
registration-marks <box>1451 2393 1499 2409</box>
article-body-lower: ਵਿਦੇਸ਼ੀ ਜਥੇ ਦੇ ਨਾਲ ਸਿੰਘ ਸਭਾ ਦੇ ਸਕੱਤਰ ਭਾਈ ਰਣਜੀਤ ਸਿੰਘ ਦਮਦਮੀ ਟਕਸਾਲ ਨੇ ਕਿਹਾ ਕਿ ਖਾਲਿਸਤਾਨ ਵਿੱਚ ਕਿਸੇ ਵੀ ਧਰਮ ਗ੍ਰੰਥ ਦੀ ਬੇਅਦਬੀ ਨਹੀਂ ਹੋਵੇਗੀ ਅਤੇ ਸਾਰੇ ਧਰਮਾਂ ਨੂੰ ਬਰਾਬਰ ਦਾ ਸਨਮਾਨ ਮਿਲੇਗਾ। ਉਹਨਾਂ ਨੇ ਸ਼ਹੀਦਾਂ ਦੀ ਯਾਦ ਵਿੱਚ ਸ਼ਰਧਾਂਜਲੀ ਭੇਟ ਕੀਤੀ। <box>11 479 539 526</box>
photo-chandbhan-protest <box>8 1548 318 1748</box>
dallewal-box <box>1155 900 1510 1040</box>
section-title: ਪੰਜਾਬ <box>788 0 1032 127</box>
